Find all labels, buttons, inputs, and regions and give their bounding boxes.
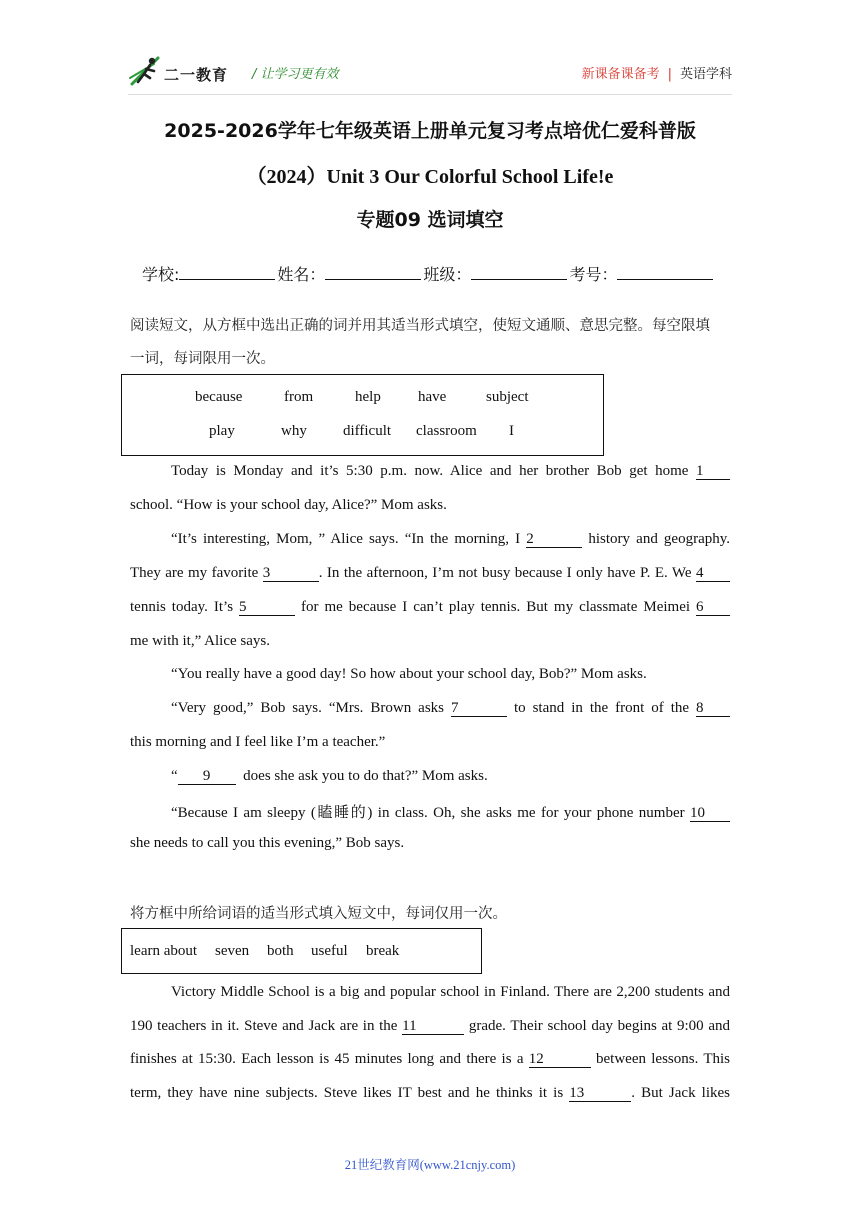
blank-9[interactable]: 9	[178, 768, 236, 785]
blank-13[interactable]: 13	[569, 1085, 631, 1102]
header-divider	[128, 94, 732, 95]
word-option: play	[209, 423, 235, 439]
blank-10[interactable]: 10	[690, 805, 730, 822]
passage1-line-9: this morning and I feel like I’m a teacher.”	[130, 734, 386, 750]
word-option: from	[284, 389, 314, 405]
word-option: break	[366, 943, 400, 959]
passage1-line-10: “ 9 does she ask you to do that?” Mom asks.	[171, 768, 488, 784]
word-option: have	[418, 389, 447, 405]
title-line-1: 2025-2026学年七年级英语上册单元复习考点培优仁爱科普版	[164, 120, 696, 142]
blank-8[interactable]: 8	[696, 700, 730, 717]
word-option: difficult	[343, 423, 392, 439]
name-label: 姓名：	[277, 265, 326, 284]
blank-5[interactable]: 5	[239, 599, 295, 616]
passage2-line-4: term, they have nine subjects. Steve likes IT best and he thinks it is 13 . But Jack likes	[130, 1085, 731, 1101]
word-option: I	[509, 423, 514, 439]
passage1-line-4: They are my favorite 3 . In the afternoon, I’m not busy because I only have P. E. We 4	[130, 565, 730, 582]
title-line-2: （2024）Unit 3 Our Colorful School Life!e	[246, 166, 614, 188]
page-header	[128, 52, 732, 92]
class-label: 班级：	[423, 265, 472, 284]
exam-no-label: 考号：	[569, 265, 618, 284]
passage1-line-6: me with it,” Alice says.	[130, 633, 270, 649]
blank-11[interactable]: 11	[402, 1018, 464, 1035]
blank-4[interactable]: 4	[696, 565, 730, 582]
passage1-line-8: “Very good,” Bob says. “Mrs. Brown asks 7 to stand in the front of the 8	[130, 700, 730, 717]
section1-instruction-2: 一词，每词限用一次。	[130, 351, 275, 367]
blank-3[interactable]: 3	[263, 565, 319, 582]
word-option: help	[355, 389, 381, 405]
blank-2[interactable]: 2	[526, 531, 582, 548]
blank-12[interactable]: 12	[529, 1051, 591, 1068]
word-option: why	[281, 423, 307, 439]
word-option: learn about	[130, 943, 198, 959]
word-box-1	[121, 374, 604, 456]
class-field[interactable]	[471, 263, 567, 280]
title-line-3: 专题09 选词填空	[356, 209, 504, 231]
passage2-line-2: 190 teachers in it. Steve and Jack are in the 11 grade. Their school day begins at 9:00 and	[130, 1018, 731, 1034]
name-field[interactable]	[325, 263, 421, 280]
passage1-line-3: “It’s interesting, Mom, ” Alice says. “In the morning, I 2 history and geography.	[171, 531, 731, 547]
page-footer[interactable]: 21世纪教育网(www.21cnjy.com)	[344, 1158, 516, 1172]
passage1-line-1: Today is Monday and it’s 5:30 p.m. now. Alice and her brother Bob get home 1	[130, 463, 730, 480]
passage2-line-1: Victory Middle School is a big and popular school in Finland. There are 2,200 students and	[171, 984, 730, 1000]
logo	[128, 52, 240, 92]
passage1-line-7: “You really have a good day! So how about your school day, Bob?” Mom asks.	[171, 666, 647, 682]
passage1-line-2: school. “How is your school day, Alice?” Mom asks.	[130, 497, 447, 513]
school-field[interactable]	[179, 263, 275, 280]
header-label-course: 新课备课备考	[581, 67, 660, 82]
word-option: useful	[311, 943, 348, 959]
blank-6[interactable]: 6	[696, 599, 730, 616]
header-separator: |	[667, 67, 672, 82]
header-label-subject: 英语学科	[679, 67, 732, 82]
passage1-line-12: she needs to call you this evening,” Bob says.	[130, 835, 405, 851]
school-label: 学校:	[142, 265, 180, 284]
student-info-line	[142, 262, 715, 285]
logo-text: 二一教育	[164, 66, 229, 84]
blank-7[interactable]: 7	[451, 700, 507, 717]
header-subject	[582, 63, 732, 82]
runner-logo-icon	[128, 52, 164, 92]
word-option: classroom	[416, 423, 477, 439]
section1-instruction-1: 阅读短文，从方框中选出正确的词并用其适当形式填空，使短文通顺、意思完整。每空限填	[130, 318, 710, 334]
blank-1[interactable]: 1	[696, 463, 730, 480]
passage2-line-3: finishes at 15:30. Each lesson is 45 minutes long and there is a 12 between lessons. This	[130, 1051, 730, 1067]
word-option: seven	[215, 943, 250, 959]
passage1-line-5: tennis today. It’s 5 for me because I can’t play tennis. But my classmate Meimei 6	[130, 599, 730, 616]
slogan: / 让学习更有效	[252, 67, 339, 82]
word-option: because	[195, 389, 243, 405]
passage1-line-11: “Because I am sleepy (瞌睡的) in class. Oh, she asks me for your phone number 10	[130, 801, 730, 822]
section2-instruction: 将方框中所给词语的适当形式填入短文中，每词仅用一次。	[130, 906, 507, 922]
word-option: subject	[486, 389, 529, 405]
word-option: both	[267, 943, 294, 959]
exam-no-field[interactable]	[617, 263, 713, 280]
